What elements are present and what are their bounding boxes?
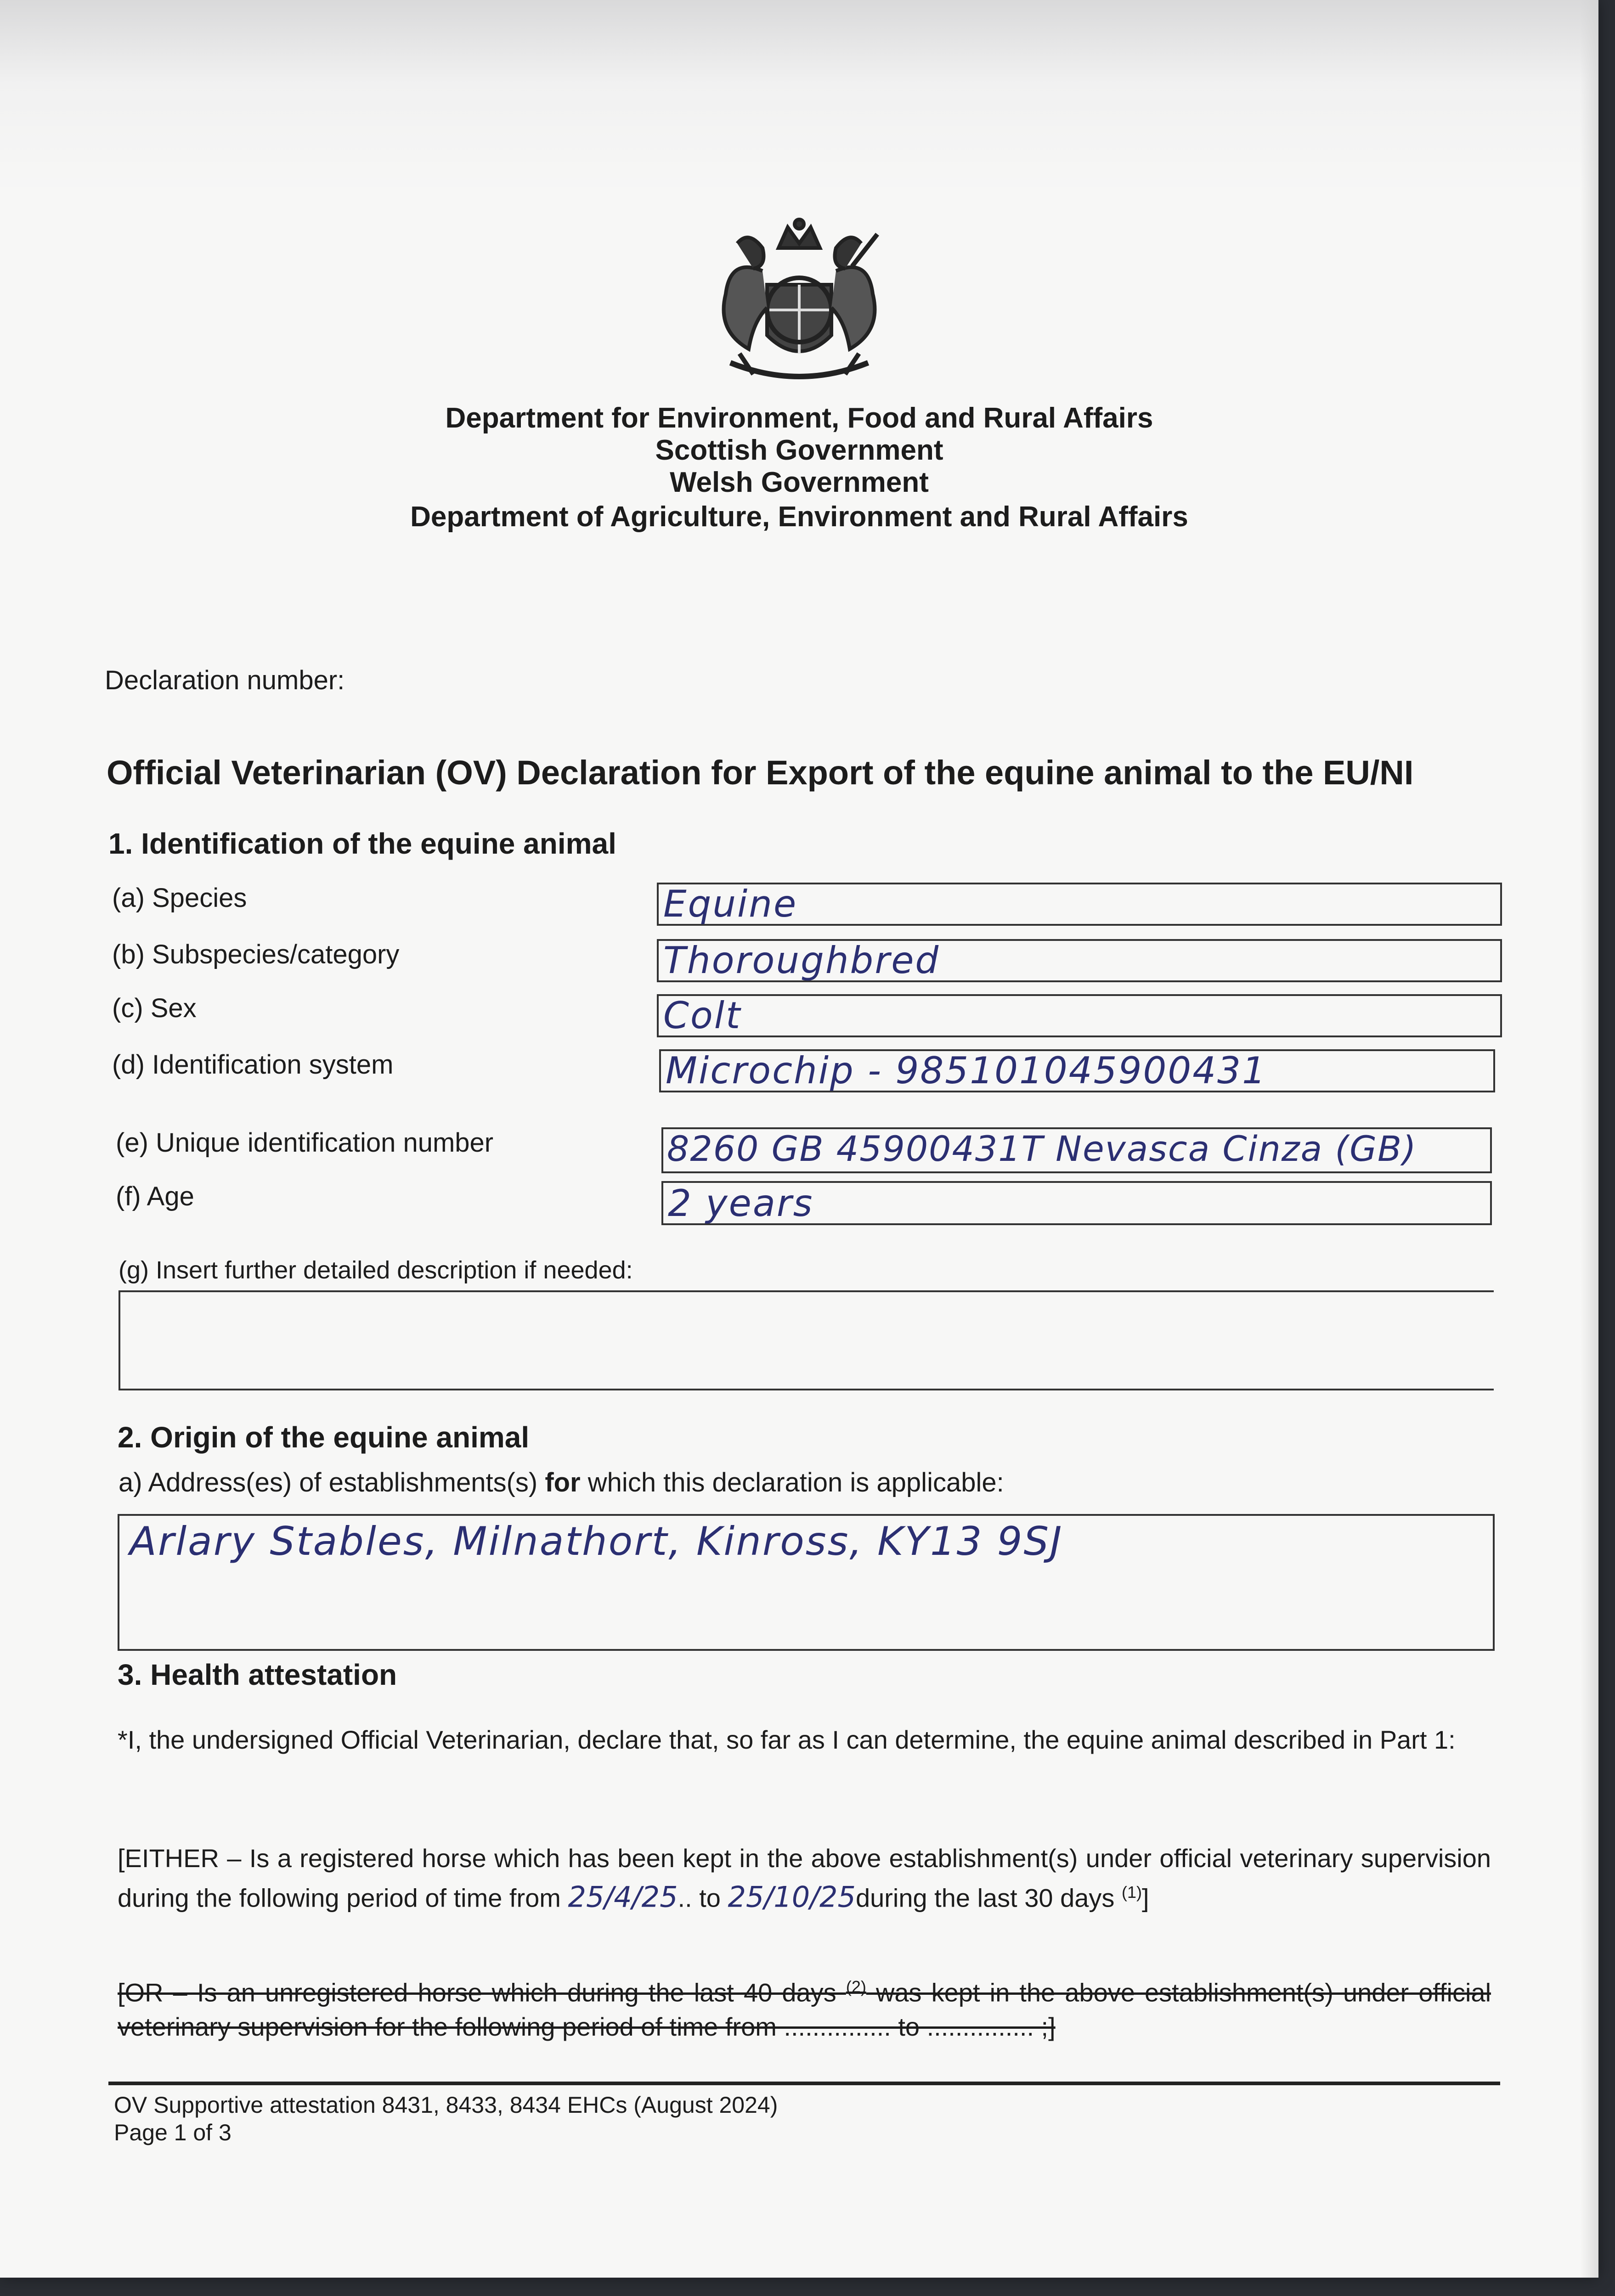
- age-label: (f) Age: [116, 1182, 194, 1211]
- unique-id-value: 8260 GB 45900431T Nevasca Cinza (GB): [667, 1128, 1417, 1169]
- species-value: Equine: [663, 883, 798, 925]
- either-text-end: during the last 30 days: [855, 1883, 1122, 1913]
- identification-system-label: (d) Identification system: [112, 1050, 394, 1080]
- address-field[interactable]: [118, 1514, 1495, 1651]
- section1-heading: 1. Identification of the equine animal: [108, 827, 616, 860]
- further-description-label: (g) Insert further detailed description if needed:: [119, 1256, 633, 1284]
- paper-edge-shadow: [1580, 0, 1598, 2278]
- either-footnote-ref: (1): [1121, 1883, 1142, 1902]
- address-label-text: a) Address(es) of establishments(s): [119, 1468, 545, 1497]
- health-attestation-intro: *I, the undersigned Official Veterinarian, declare that, so far as I can determine, the equine animal described in Part 1:: [118, 1725, 1456, 1754]
- sex-value: Colt: [663, 994, 742, 1037]
- age-value: 2 years: [668, 1182, 814, 1225]
- declaration-number-label: Declaration number:: [105, 665, 345, 695]
- department-name: Scottish Government: [655, 434, 943, 466]
- address-label-text-end: which this declaration is applicable:: [580, 1468, 1004, 1497]
- subspecies-label: (b) Subspecies/category: [112, 940, 400, 969]
- department-name: Welsh Government: [670, 467, 929, 498]
- footer-attestation: OV Supportive attestation 8431, 8433, 8434 EHCs (August 2024): [114, 2092, 778, 2118]
- section2-heading: 2. Origin of the equine animal: [118, 1421, 530, 1454]
- species-label: (a) Species: [112, 883, 247, 913]
- age-field[interactable]: [661, 1181, 1492, 1225]
- department-name: Department of Agriculture, Environment and Rural Affairs: [410, 501, 1188, 533]
- address-label: [119, 1467, 1004, 1498]
- sex-field[interactable]: [657, 994, 1502, 1037]
- document-title: Official Veterinarian (OV) Declaration for Export of the equine animal to the EU/NI: [107, 754, 1414, 792]
- identification-system-field[interactable]: [659, 1049, 1495, 1092]
- subspecies-field[interactable]: [657, 939, 1502, 982]
- unique-id-label: (e) Unique identification number: [116, 1128, 494, 1158]
- or-text-end: was kept in the above establishment(s) under official veterinary supervision for the following period of time from ............... to ............... ;]: [118, 1978, 1491, 2041]
- section3-heading: 3. Health attestation: [118, 1658, 397, 1691]
- sex-label: (c) Sex: [112, 993, 197, 1023]
- footer-page-number: Page 1 of 3: [114, 2120, 232, 2145]
- species-field[interactable]: [657, 883, 1502, 926]
- footer-rule: [108, 2082, 1500, 2085]
- address-value: Arlary Stables, Milnathort, Kinross, KY13 9SJ: [130, 1519, 1063, 1564]
- department-name: Department for Environment, Food and Rural Affairs: [445, 402, 1153, 434]
- or-clause-struck: [118, 1970, 1491, 2044]
- or-text: [OR – Is an unregistered horse which during the last 40 days: [118, 1978, 846, 2007]
- either-to-date: 25/10/25: [728, 1880, 856, 1914]
- either-from-date: 25/4/25: [568, 1880, 678, 1914]
- or-footnote-ref: (2): [846, 1977, 866, 1996]
- unique-id-field[interactable]: [661, 1127, 1492, 1173]
- either-text: [EITHER – Is a registered horse which has been kept in the above establishment(s) under official veterinary supervision during the following period of time from: [118, 1844, 1491, 1913]
- subspecies-value: Thoroughbred: [663, 939, 940, 982]
- address-label-bold: for: [545, 1468, 581, 1497]
- further-description-field[interactable]: [119, 1290, 1494, 1390]
- either-to-word: to: [692, 1883, 728, 1913]
- either-clause: [118, 1841, 1491, 1915]
- either-close: ]: [1141, 1883, 1149, 1913]
- identification-system-value: Microchip - 985101045900431: [666, 1049, 1267, 1092]
- royal-crest-icon: [698, 216, 900, 400]
- either-dots: ..: [678, 1883, 692, 1913]
